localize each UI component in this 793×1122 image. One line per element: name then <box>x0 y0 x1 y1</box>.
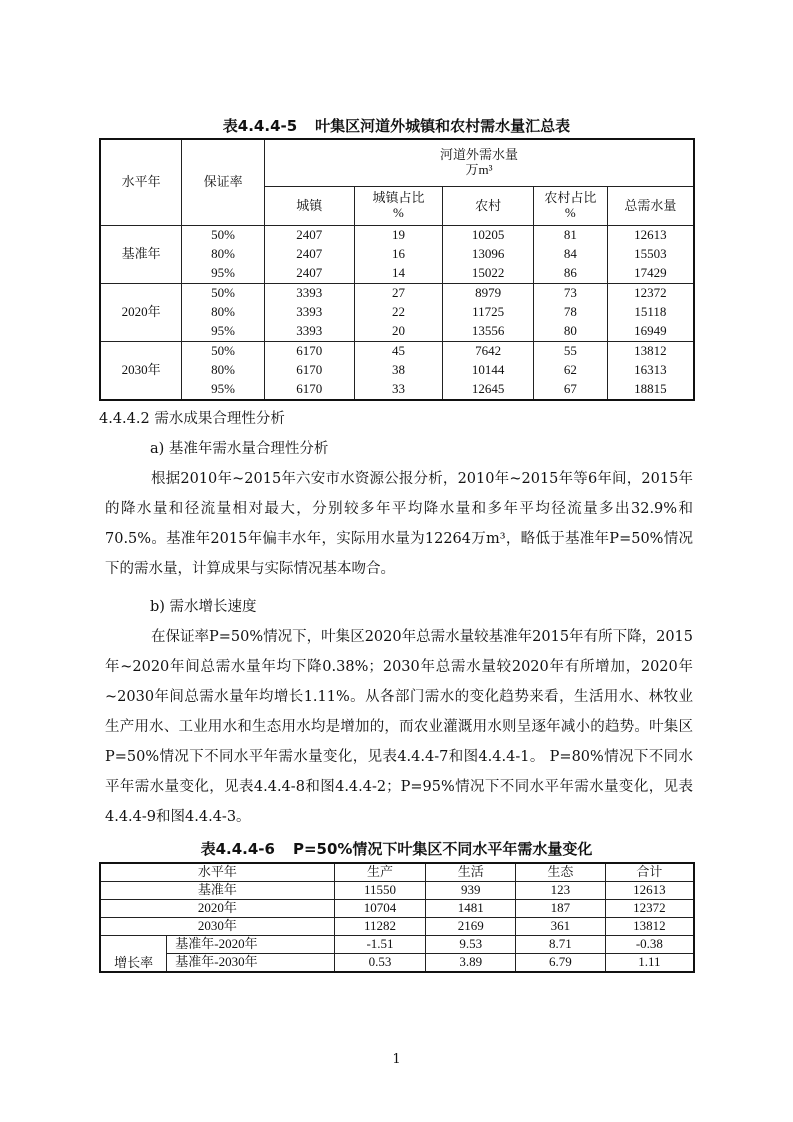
ecology-cell: 187 <box>516 900 606 918</box>
rural-share-cell: 80 <box>534 322 608 342</box>
total-demand-cell: 16949 <box>607 322 694 342</box>
paragraph-b: 在保证率P=50%情况下，叶集区2020年总需水量较基准年2015年有所下降，2015年~2020年间总需水量年均下降0.38%；2030年总需水量较2020年有所增加，2020年~2030年间总需水量年均增长1.11%。从各部门需水的变化趋势来看，生活用水、林牧业生产用水、工业用水和生态用水均是增加的，而农业灌溉用水则呈逐年减小的趋势。叶集区P=50%情况下不同水平年需水量变化，见表4.4.4-7和图4.4.4-1。 P=80%情况下不同水平年需水量变化，见表4.4.4-8和图4.4.4-2；P=95%情况下不同水平年需水量变化，见表4.4.4-9和图4.4.4-3。 <box>105 629 693 825</box>
header-rate: 保证率 <box>182 139 265 226</box>
town-share-cell: 27 <box>354 284 443 304</box>
rural-demand-cell: 10144 <box>443 361 534 380</box>
total-cell: 12372 <box>605 900 694 918</box>
rural-demand-cell: 13096 <box>443 245 534 264</box>
subsection-a-heading: a) 基准年需水量合理性分析 <box>150 441 329 457</box>
town-share-cell: 20 <box>354 322 443 342</box>
table-row <box>100 264 694 284</box>
year-cell: 2030年 <box>100 918 334 936</box>
production-cell: 11550 <box>334 882 426 900</box>
ecology-cell: 361 <box>516 918 606 936</box>
domestic-cell: 3.89 <box>426 954 516 973</box>
rate-cell: 80% <box>182 303 265 322</box>
table2-caption-title: P=50%情况下叶集区不同水平年需水量变化 <box>292 840 593 858</box>
header-year: 水平年 <box>100 139 182 226</box>
town-demand-cell: 3393 <box>264 284 354 304</box>
period-cell: 基准年-2020年 <box>167 936 334 954</box>
total-demand-cell: 15503 <box>607 245 694 264</box>
total-demand-cell: 15118 <box>607 303 694 322</box>
growth-row <box>100 936 694 954</box>
column-header: 生活 <box>426 863 516 882</box>
column-header: 合计 <box>605 863 694 882</box>
ecology-cell: 8.71 <box>516 936 606 954</box>
production-cell: -1.51 <box>334 936 426 954</box>
column-header: 城镇占比 % <box>354 187 443 226</box>
year-cell: 2020年 <box>100 900 334 918</box>
domestic-cell: 2169 <box>426 918 516 936</box>
town-share-cell: 33 <box>354 380 443 400</box>
total-cell: 1.11 <box>605 954 694 973</box>
rural-share-cell: 84 <box>534 245 608 264</box>
total-demand-cell: 17429 <box>607 264 694 284</box>
town-demand-cell: 3393 <box>264 322 354 342</box>
rural-demand-cell: 8979 <box>443 284 534 304</box>
table2-caption <box>0 838 793 859</box>
domestic-cell: 1481 <box>426 900 516 918</box>
rate-cell: 95% <box>182 322 265 342</box>
section-heading: 4.4.4.2 需水成果合理性分析 <box>99 411 285 427</box>
growth-rate-label: 增长率 <box>100 936 167 973</box>
ecology-cell: 6.79 <box>516 954 606 973</box>
production-cell: 11282 <box>334 918 426 936</box>
rural-demand-cell: 11725 <box>443 303 534 322</box>
rural-share-cell: 78 <box>534 303 608 322</box>
header-group-label: 河道外需水量 <box>439 147 518 163</box>
rate-cell: 80% <box>182 361 265 380</box>
production-cell: 0.53 <box>334 954 426 973</box>
town-share-cell: 14 <box>354 264 443 284</box>
table-row <box>100 361 694 380</box>
rural-demand-cell: 15022 <box>443 264 534 284</box>
rate-cell: 50% <box>182 342 265 362</box>
total-cell: 12613 <box>605 882 694 900</box>
domestic-cell: 939 <box>426 882 516 900</box>
header-unit: 万m³ <box>465 162 493 177</box>
column-header: 水平年 <box>100 863 334 882</box>
total-cell: -0.38 <box>605 936 694 954</box>
town-share-cell: 38 <box>354 361 443 380</box>
ecology-cell: 123 <box>516 882 606 900</box>
rate-cell: 95% <box>182 264 265 284</box>
year-cell: 基准年 <box>100 226 182 284</box>
rural-share-cell: 55 <box>534 342 608 362</box>
page-number: 1 <box>392 1052 401 1067</box>
column-header: 总需水量 <box>607 187 694 226</box>
rural-share-cell: 73 <box>534 284 608 304</box>
town-share-cell: 19 <box>354 226 443 246</box>
table-row <box>100 342 694 362</box>
rural-demand-cell: 10205 <box>443 226 534 246</box>
town-demand-cell: 2407 <box>264 226 354 246</box>
year-cell: 2030年 <box>100 342 182 401</box>
production-cell: 10704 <box>334 900 426 918</box>
column-header: 生态 <box>516 863 606 882</box>
town-share-cell: 22 <box>354 303 443 322</box>
table-row <box>100 226 694 246</box>
header-row <box>100 863 694 882</box>
total-demand-cell: 18815 <box>607 380 694 400</box>
rate-cell: 50% <box>182 226 265 246</box>
table-row <box>100 303 694 322</box>
town-share-cell: 16 <box>354 245 443 264</box>
total-demand-cell: 13812 <box>607 342 694 362</box>
town-share-cell: 45 <box>354 342 443 362</box>
column-header: 农村占比 % <box>534 187 608 226</box>
rural-share-cell: 62 <box>534 361 608 380</box>
town-demand-cell: 2407 <box>264 245 354 264</box>
total-cell: 13812 <box>605 918 694 936</box>
total-demand-cell: 12613 <box>607 226 694 246</box>
rural-demand-cell: 7642 <box>443 342 534 362</box>
town-demand-cell: 6170 <box>264 380 354 400</box>
table-row <box>100 245 694 264</box>
rate-cell: 95% <box>182 380 265 400</box>
rural-share-cell: 86 <box>534 264 608 284</box>
table1-caption-number: 表4.4.4-5 <box>222 117 298 135</box>
table-row <box>100 322 694 342</box>
rural-share-cell: 67 <box>534 380 608 400</box>
town-demand-cell: 6170 <box>264 361 354 380</box>
rate-cell: 80% <box>182 245 265 264</box>
rural-demand-cell: 12645 <box>443 380 534 400</box>
paragraph-a: 根据2010年~2015年六安市水资源公报分析，2010年~2015年等6年间，2015年的降水量和径流量相对最大，分别较多年平均降水量和多年平均径流量多出32.9%和70.5%。基准年2015年偏丰水年，实际用水量为12264万m³，略低于基准年P=50%情况下的需水量，计算成果与实际情况基本吻合。 <box>105 471 693 577</box>
column-header: 生产 <box>334 863 426 882</box>
town-demand-cell: 3393 <box>264 303 354 322</box>
town-demand-cell: 2407 <box>264 264 354 284</box>
domestic-cell: 9.53 <box>426 936 516 954</box>
growth-row <box>100 954 694 973</box>
table-row <box>100 882 694 900</box>
period-cell: 基准年-2030年 <box>167 954 334 973</box>
table-row <box>100 380 694 400</box>
table-row <box>100 918 694 936</box>
column-header: 农村 <box>443 187 534 226</box>
year-cell: 2020年 <box>100 284 182 342</box>
rural-demand-cell: 13556 <box>443 322 534 342</box>
total-demand-cell: 12372 <box>607 284 694 304</box>
header-offstream-demand <box>264 139 694 187</box>
demand-change-table <box>99 862 695 973</box>
table1-caption-title: 叶集区河道外城镇和农村需水量汇总表 <box>315 117 571 135</box>
water-demand-summary-table <box>99 138 695 401</box>
table2-caption-number: 表4.4.4-6 <box>200 840 275 858</box>
rural-share-cell: 81 <box>534 226 608 246</box>
table1-caption <box>0 115 793 136</box>
table-row <box>100 900 694 918</box>
year-cell: 基准年 <box>100 882 334 900</box>
rate-cell: 50% <box>182 284 265 304</box>
subsection-b-heading: b) 需水增长速度 <box>150 599 257 615</box>
total-demand-cell: 16313 <box>607 361 694 380</box>
town-demand-cell: 6170 <box>264 342 354 362</box>
table-row <box>100 284 694 304</box>
column-header: 城镇 <box>264 187 354 226</box>
